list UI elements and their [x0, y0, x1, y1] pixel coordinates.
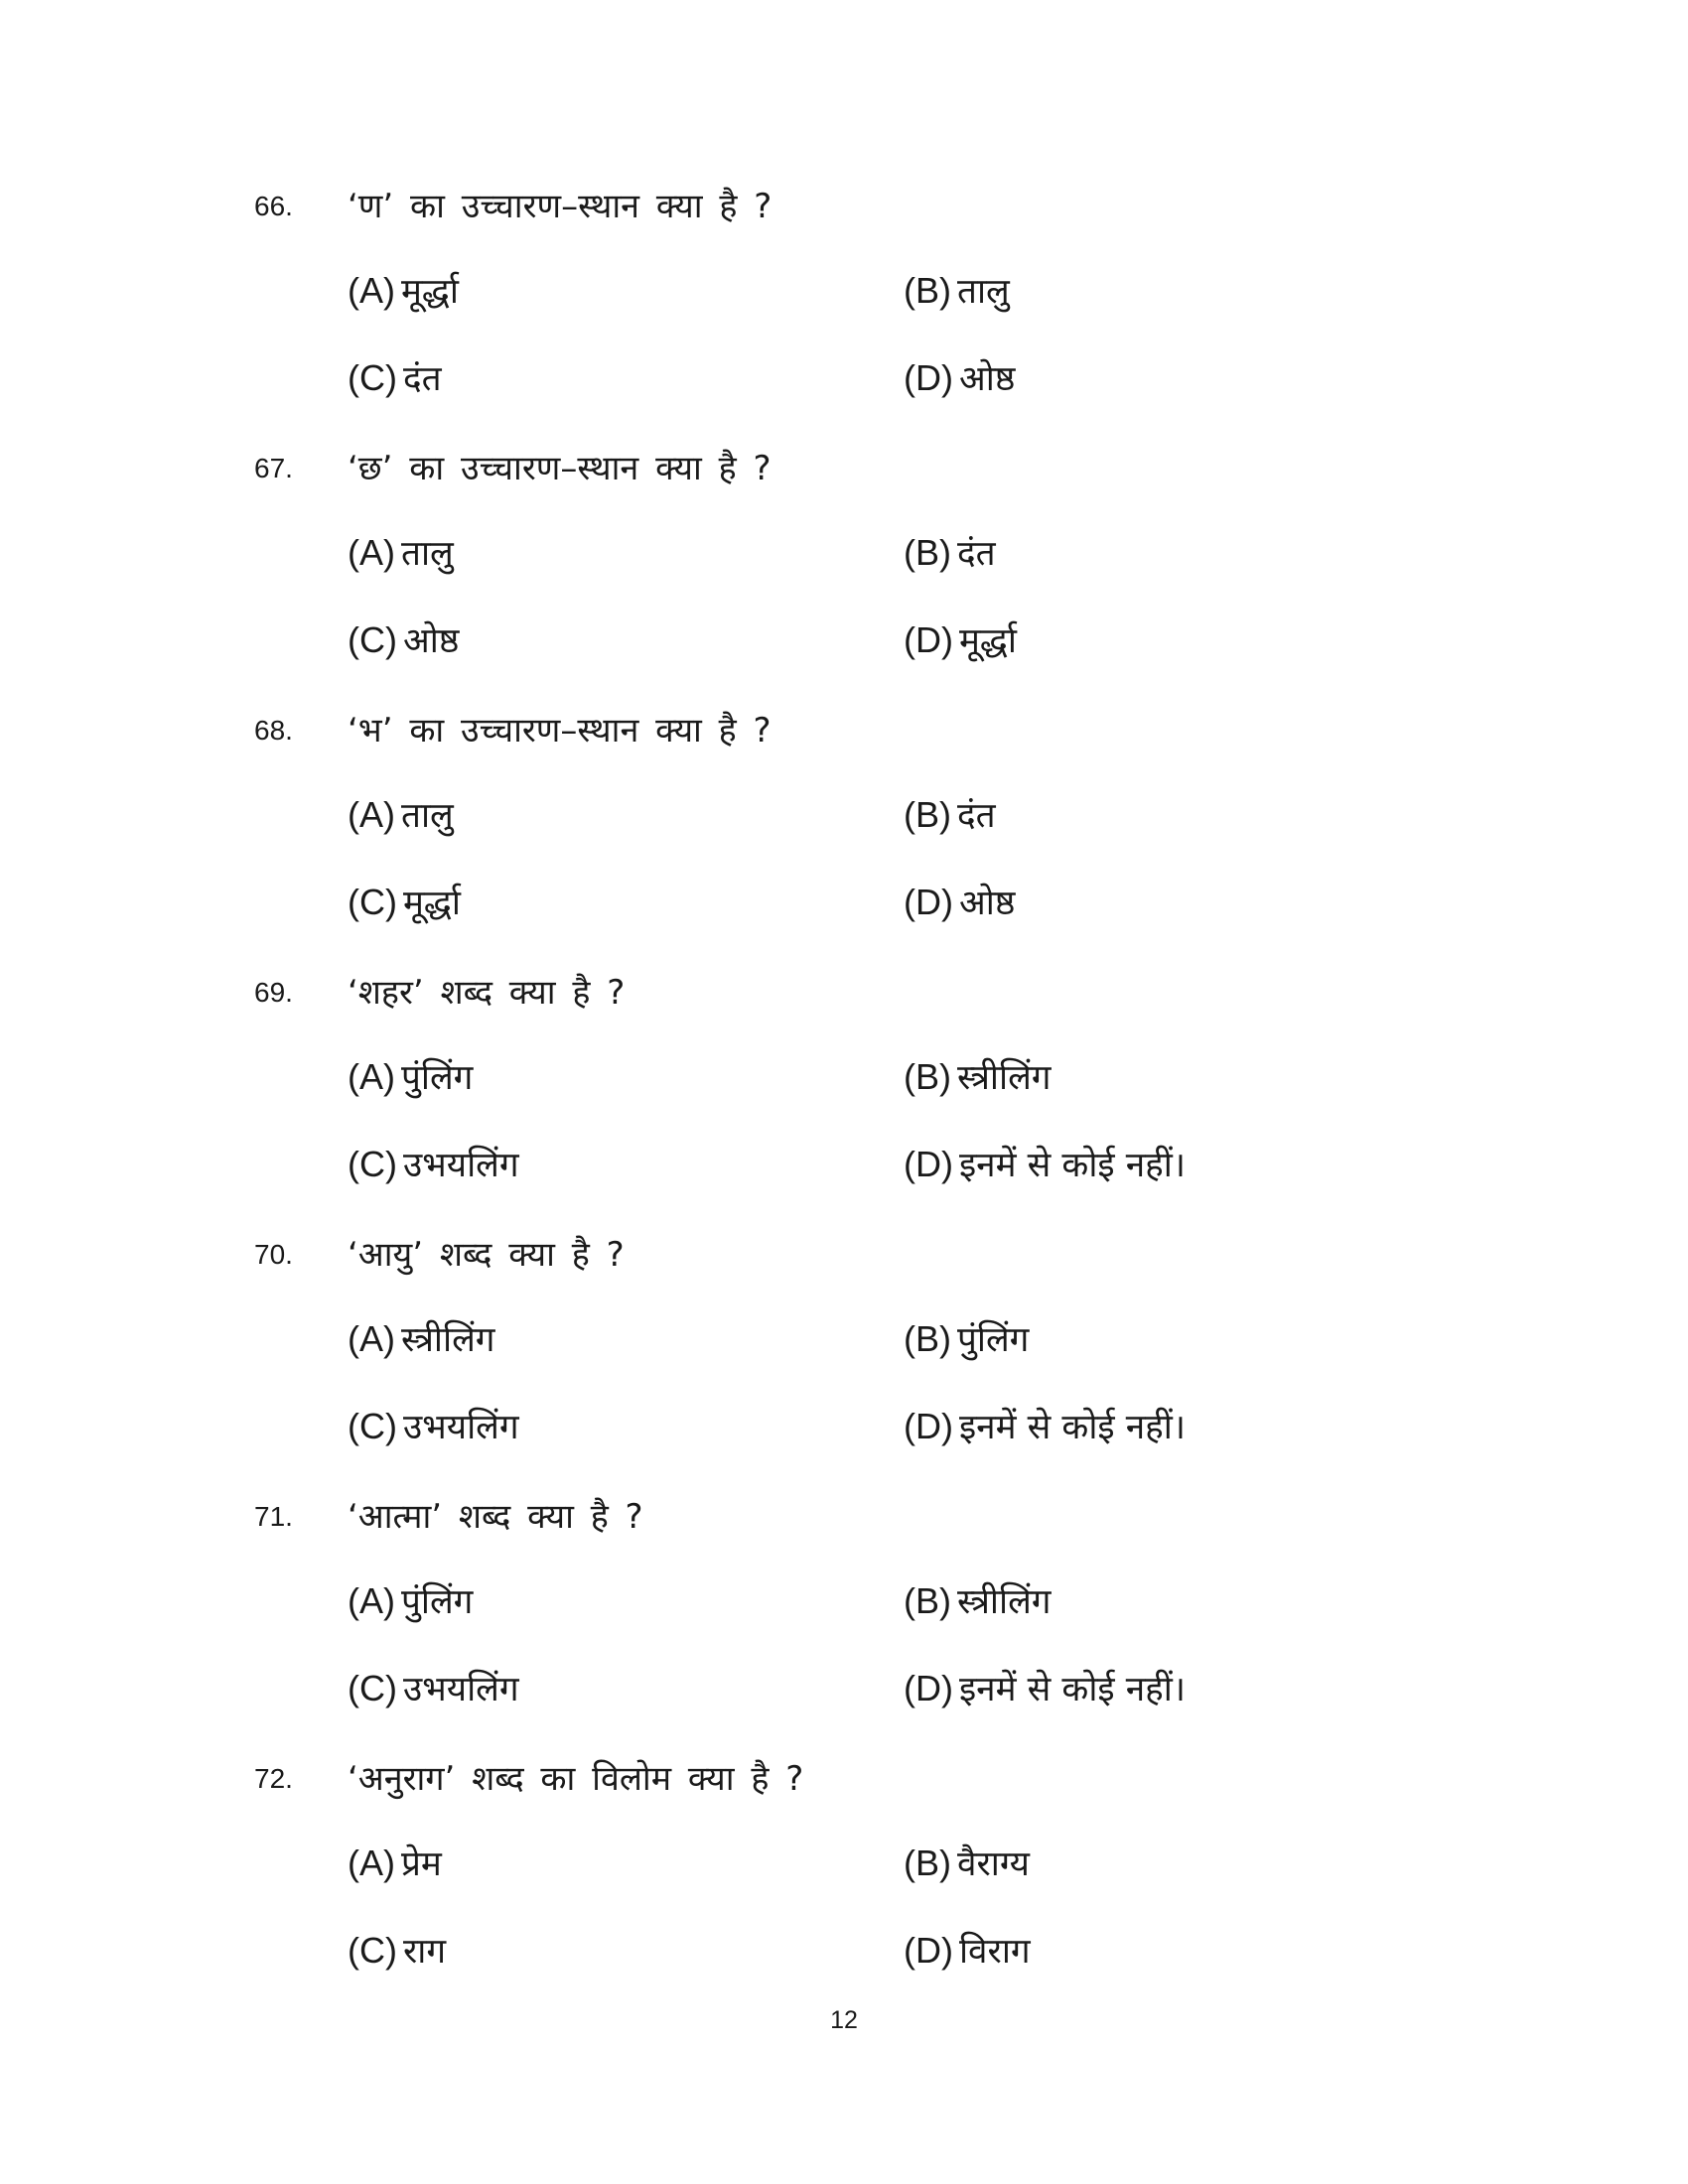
- question-66: [0, 183, 1688, 431]
- option-text: दंत: [402, 359, 442, 399]
- option-label: (D): [904, 1144, 953, 1184]
- option-text: मूर्द्धा: [401, 272, 459, 312]
- option-text: उभयलिंग: [402, 1670, 519, 1709]
- option-c: [348, 1402, 519, 1452]
- option-text: प्रेम: [401, 1844, 442, 1884]
- option-text: वैराग्य: [957, 1844, 1030, 1884]
- option-b: [904, 1576, 1052, 1627]
- option-label: (A): [348, 794, 395, 835]
- option-text: उभयलिंग: [402, 1408, 519, 1447]
- option-text: पुंलिंग: [957, 1320, 1030, 1360]
- option-a: [348, 1576, 473, 1627]
- option-label: (D): [904, 882, 953, 922]
- option-text: मूर्द्धा: [958, 621, 1017, 661]
- option-label: (B): [904, 532, 951, 573]
- option-b: [904, 1839, 1030, 1889]
- option-label: (B): [904, 1580, 951, 1621]
- option-text: इनमें से कोई नहीं।: [958, 1408, 1187, 1447]
- page-number: 12: [830, 2006, 858, 2034]
- option-text: ओष्ठ: [958, 359, 1016, 399]
- option-label: (C): [348, 1144, 397, 1184]
- option-text: स्त्रीलिंग: [957, 1582, 1052, 1622]
- option-text: तालु: [401, 796, 454, 836]
- option-label: (C): [348, 1406, 397, 1446]
- option-label: (B): [904, 794, 951, 835]
- option-text: ओष्ठ: [958, 884, 1016, 923]
- question-text: ‘शहर’ शब्द क्या है ?: [348, 973, 626, 1013]
- option-b: [904, 790, 996, 841]
- option-label: (C): [348, 882, 397, 922]
- option-text: इनमें से कोई नहीं।: [958, 1146, 1187, 1185]
- option-label: (C): [348, 1668, 397, 1708]
- question-number: 69.: [254, 977, 293, 1008]
- question-text: ‘अनुराग’ शब्द का विलोम क्या है ?: [348, 1759, 804, 1799]
- option-label: (A): [348, 270, 395, 311]
- question-67: [0, 445, 1688, 693]
- option-c: [348, 878, 461, 928]
- option-label: (A): [348, 532, 395, 573]
- option-text: ओष्ठ: [402, 621, 460, 661]
- question-text: ‘आत्मा’ शब्द क्या है ?: [348, 1497, 643, 1537]
- option-a: [348, 1052, 473, 1103]
- option-label: (D): [904, 619, 953, 660]
- question-text: ‘छ’ का उच्चारण–स्थान क्या है ?: [348, 449, 772, 488]
- option-text: दंत: [957, 534, 996, 574]
- option-a: [348, 1314, 495, 1365]
- option-text: दंत: [957, 796, 996, 836]
- option-label: (C): [348, 357, 397, 398]
- option-text: स्त्रीलिंग: [401, 1320, 495, 1360]
- question-number: 67.: [254, 453, 293, 483]
- option-text: पुंलिंग: [401, 1582, 474, 1622]
- option-label: (B): [904, 1056, 951, 1097]
- option-d: [904, 1140, 1186, 1190]
- option-text: मूर्द्धा: [402, 884, 461, 923]
- option-b: [904, 528, 996, 579]
- option-label: (D): [904, 357, 953, 398]
- option-d: [904, 1402, 1186, 1452]
- option-text: विराग: [958, 1932, 1031, 1972]
- option-a: [348, 266, 459, 317]
- option-c: [348, 1664, 519, 1714]
- option-c: [348, 1926, 446, 1977]
- option-label: (C): [348, 619, 397, 660]
- option-text: उभयलिंग: [402, 1146, 519, 1185]
- option-d: [904, 1664, 1186, 1714]
- question-number: 71.: [254, 1501, 293, 1532]
- option-b: [904, 1052, 1052, 1103]
- question-70: [0, 1231, 1688, 1479]
- option-label: (A): [348, 1843, 395, 1883]
- option-label: (D): [904, 1930, 953, 1971]
- option-label: (D): [904, 1668, 953, 1708]
- option-a: [348, 528, 454, 579]
- question-number: 68.: [254, 715, 293, 746]
- option-label: (A): [348, 1580, 395, 1621]
- option-text: इनमें से कोई नहीं।: [958, 1670, 1187, 1709]
- question-number: 66.: [254, 191, 293, 221]
- option-b: [904, 266, 1010, 317]
- option-b: [904, 1314, 1029, 1365]
- option-c: [348, 615, 459, 666]
- option-label: (D): [904, 1406, 953, 1446]
- question-text: ‘भ’ का उच्चारण–स्थान क्या है ?: [348, 711, 772, 751]
- question-number: 70.: [254, 1239, 293, 1270]
- option-label: (C): [348, 1930, 397, 1971]
- option-label: (B): [904, 270, 951, 311]
- option-text: राग: [402, 1932, 447, 1972]
- question-68: [0, 707, 1688, 955]
- question-number: 72.: [254, 1763, 293, 1794]
- option-label: (A): [348, 1056, 395, 1097]
- question-71: [0, 1493, 1688, 1741]
- option-label: (A): [348, 1318, 395, 1359]
- question-69: [0, 969, 1688, 1217]
- option-text: तालु: [401, 534, 454, 574]
- question-text: ‘ण’ का उच्चारण–स्थान क्या है ?: [348, 187, 773, 226]
- option-c: [348, 1140, 519, 1190]
- option-text: तालु: [957, 272, 1010, 312]
- option-label: (B): [904, 1843, 951, 1883]
- option-label: (B): [904, 1318, 951, 1359]
- option-d: [904, 1926, 1031, 1977]
- option-d: [904, 353, 1015, 404]
- question-72: [0, 1755, 1688, 2003]
- question-text: ‘आयु’ शब्द क्या है ?: [348, 1235, 625, 1275]
- option-text: पुंलिंग: [401, 1058, 474, 1098]
- option-c: [348, 353, 442, 404]
- option-d: [904, 615, 1017, 666]
- option-a: [348, 1839, 442, 1889]
- option-text: स्त्रीलिंग: [957, 1058, 1052, 1098]
- option-a: [348, 790, 454, 841]
- option-d: [904, 878, 1015, 928]
